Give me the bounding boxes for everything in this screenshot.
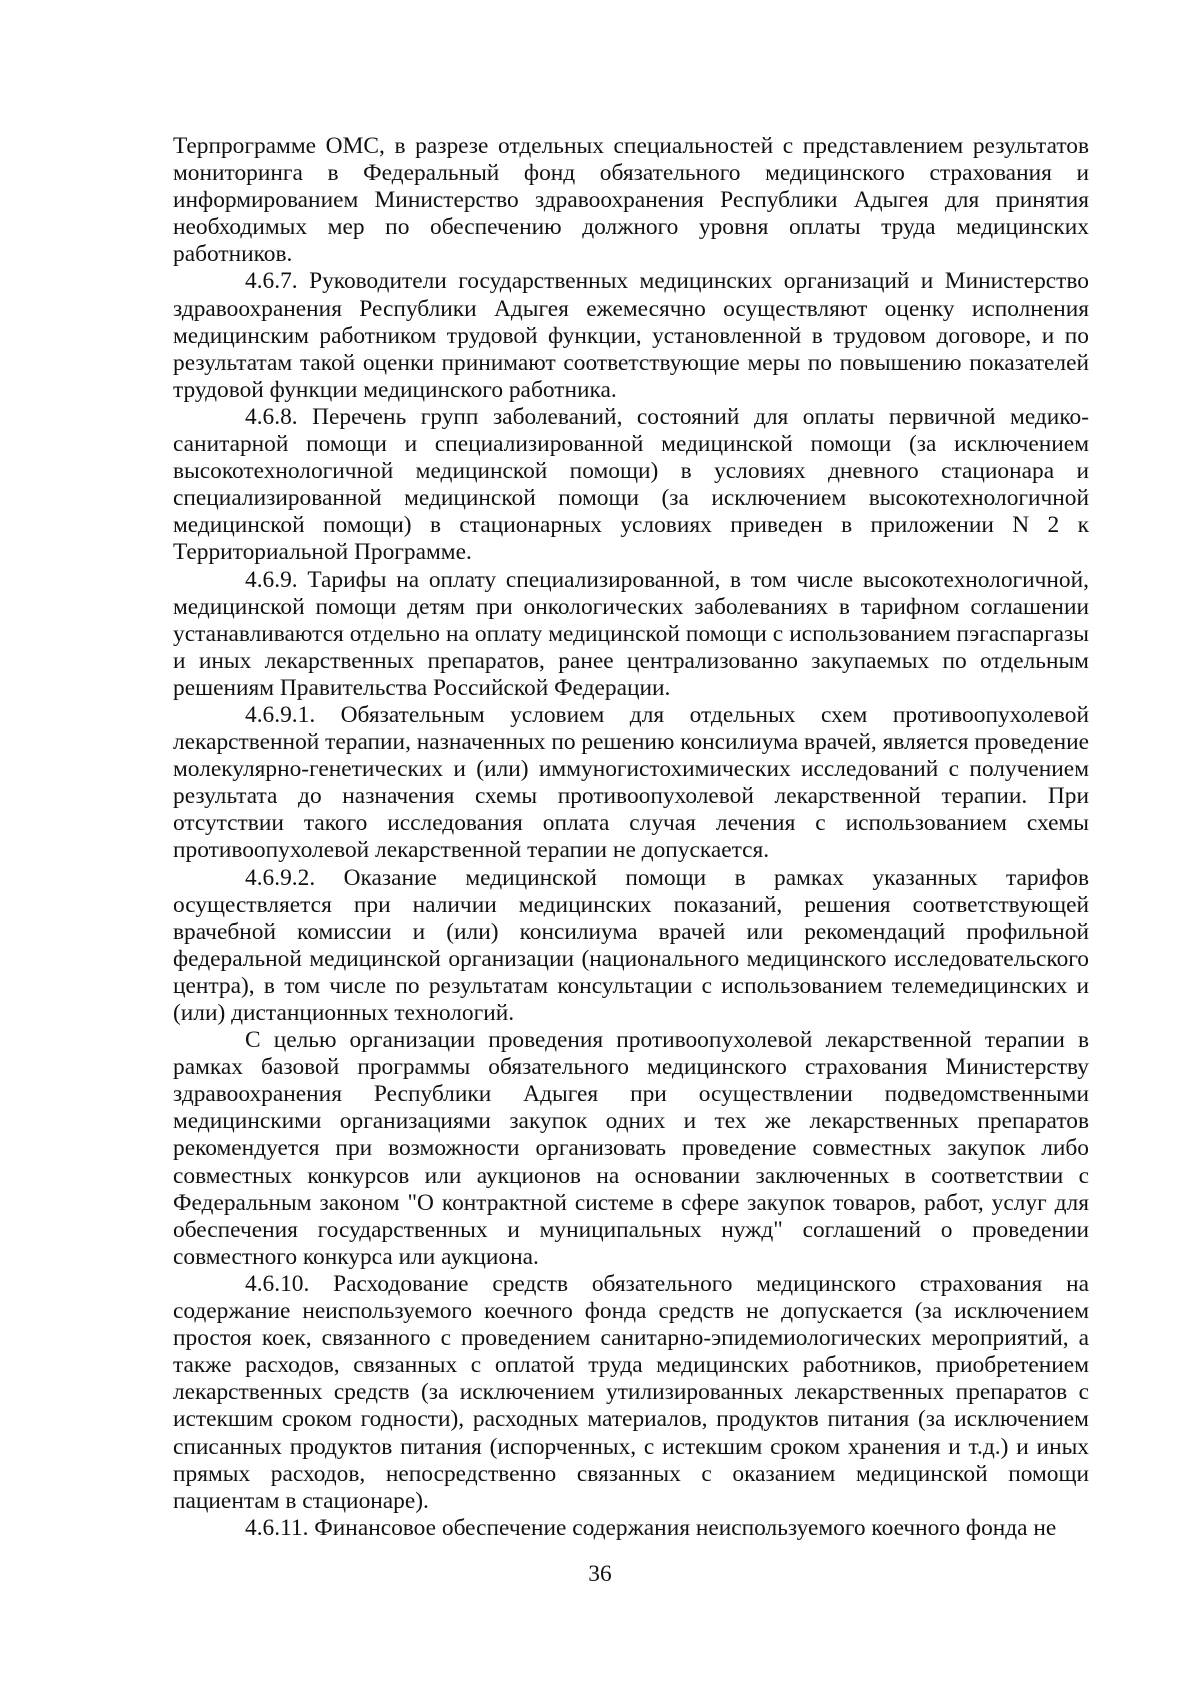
paragraph-continuation: Терпрограмме ОМС, в разрезе отдельных специальностей с представлением результатов мониторинга в Федеральный фонд обязательного медицинского страхования и информированием Министерство здравоохранения Республики Адыгея для принятия необходимых мер по обеспечению должного уровня оплаты труда медицинских работников. — [173, 133, 1089, 268]
page-number: 36 — [588, 1561, 612, 1587]
paragraph-4-6-9-2: 4.6.9.2. Оказание медицинской помощи в рамках указанных тарифов осуществляется при наличии медицинских показаний, решения соответствующей врачебной комиссии и (или) консилиума врачей или рекомендаций профильной федеральной медицинской организации (национального медицинского исследовательского центра), в том числе по результатам консультации с использованием телемедицинских и (или) дистанционных технологий. — [173, 864, 1089, 1026]
paragraph-4-6-9-1: 4.6.9.1. Обязательным условием для отдельных схем противоопухолевой лекарственной терапии, назначенных по решению консилиума врачей, является проведение молекулярно-генетических и (или) иммуногистохимических исследований с получением результата до назначения схемы противоопухолевой лекарственной терапии. При отсутствии такого исследования оплата случая лечения с использованием схемы противоопухолевой лекарственной терапии не допускается. — [173, 701, 1089, 864]
paragraph-oncology-procurement: С целью организации проведения противоопухолевой лекарственной терапии в рамках базовой программы обязательного медицинского страхования Министерству здравоохранения Республики Адыгея при осуществлении подведомственными медицинскими организациями закупок одних и тех же лекарственных препаратов рекомендуется при возможности организовать проведение совместных закупок либо совместных конкурсов или аукционов на основании заключенных в соответствии с Федеральным законом "О контрактной системе в сфере закупок товаров, работ, услуг для обеспечения государственных и муниципальных нужд" соглашений о проведении совместного конкурса или аукциона. — [173, 1027, 1089, 1270]
paragraph-4-6-11: 4.6.11. Финансовое обеспечение содержания неиспользуемого коечного фонда не — [245, 1514, 1057, 1541]
paragraph-4-6-10: 4.6.10. Расходование средств обязательного медицинского страхования на содержание неиспользуемого коечного фонда средств не допускается (за исключением простоя коек, связанного с проведением санитарно-эпидемиологических мероприятий, а также расходов, связанных с оплатой труда медицинских работников, приобретением лекарственных средств (за исключением утилизированных лекарственных препаратов с истекшим сроком годности), расходных материалов, продуктов питания (за исключением списанных продуктов питания (испорченных, с истекшим сроком хранения и т.д.) и иных прямых расходов, непосредственно связанных с оказанием медицинской помощи пациентам в стационаре). — [173, 1270, 1089, 1514]
paragraph-4-6-7: 4.6.7. Руководители государственных медицинских организаций и Министерство здравоохранения Республики Адыгея ежемесячно осуществляют оценку исполнения медицинским работником трудовой функции, установленной в трудовом договоре, и по результатам такой оценки принимают соответствующие меры по повышению показателей трудовой функции медицинского работника. — [173, 268, 1089, 403]
paragraph-4-6-8: 4.6.8. Перечень групп заболеваний, состояний для оплаты первичной медико-санитарной помощи и специализированной медицинской помощи (за исключением высокотехнологичной медицинской помощи) в условиях дневного стационара и специализированной медицинской помощи (за исключением высокотехнологичной медицинской помощи) в стационарных условиях приведен в приложении N 2 к Территориальной Программе. — [173, 403, 1089, 566]
document-body — [173, 133, 1089, 1542]
paragraph-4-6-9: 4.6.9. Тарифы на оплату специализированной, в том числе высокотехнологичной, медицинской помощи детям при онкологических заболеваниях в тарифном соглашении устанавливаются отдельно на оплату медицинской помощи с использованием пэгаспаргазы и иных лекарственных препаратов, ранее централизованно закупаемых по отдельным решениям Правительства Российской Федерации. — [173, 566, 1089, 701]
